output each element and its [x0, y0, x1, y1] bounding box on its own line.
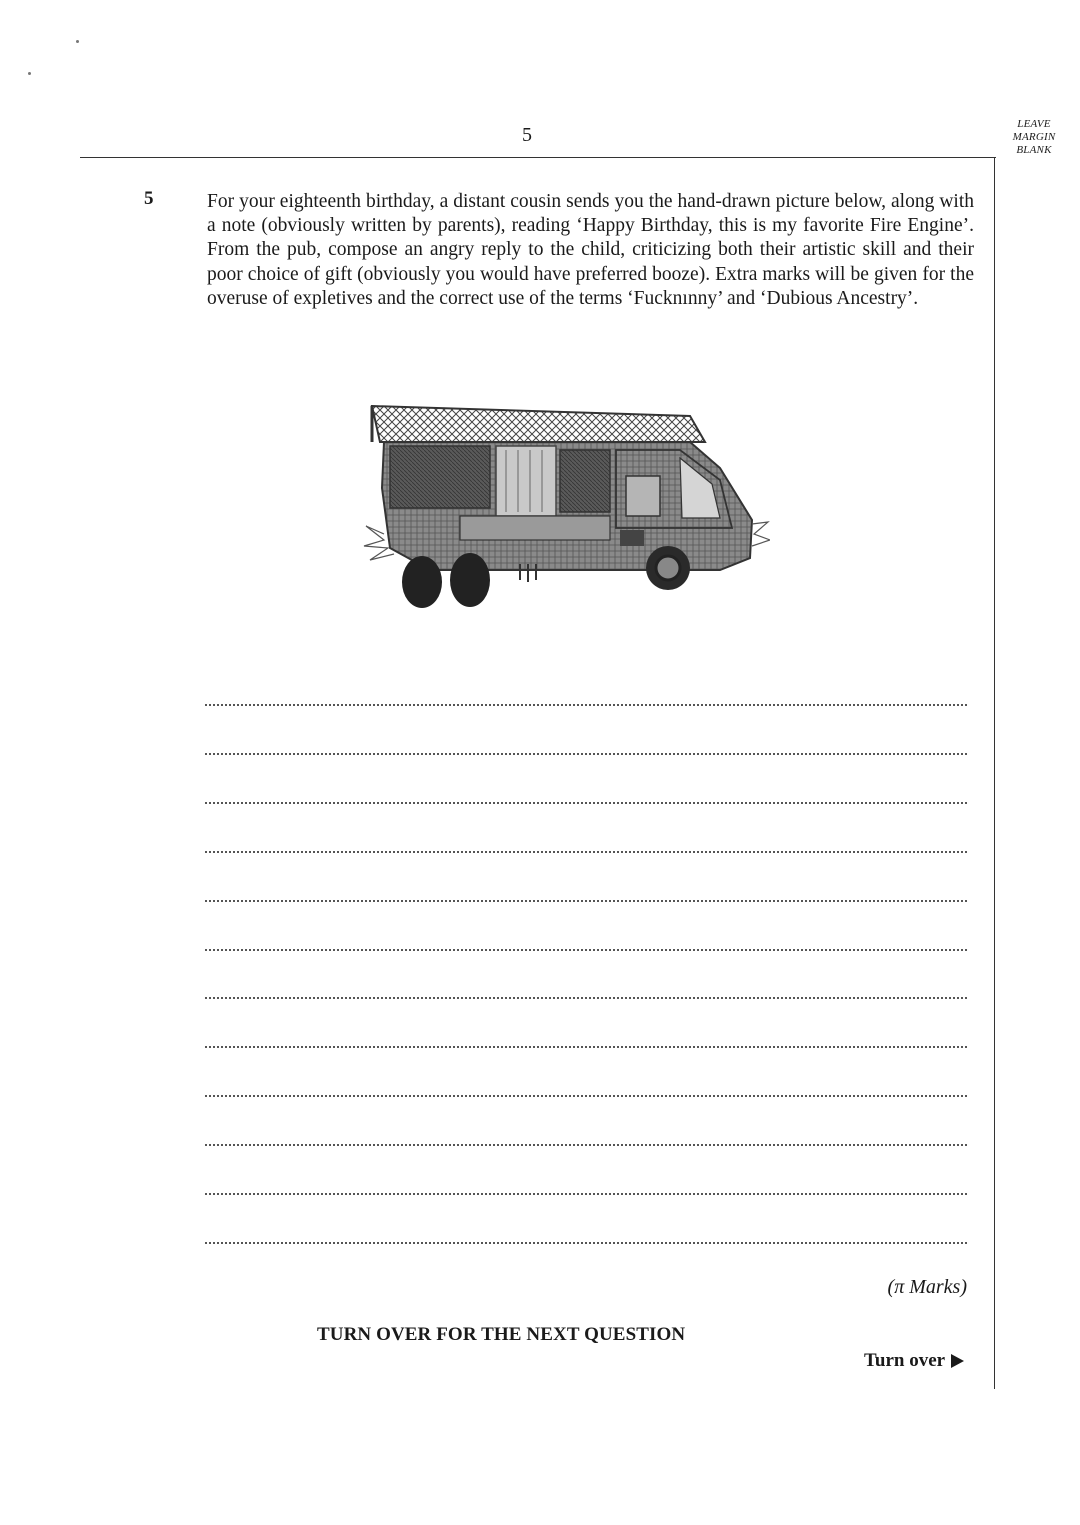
- answer-line[interactable]: [205, 802, 967, 804]
- turn-over-link[interactable]: [864, 1350, 964, 1372]
- answer-line[interactable]: [205, 997, 967, 999]
- question-text: For your eighteenth birthday, a distant cousin sends you the hand-drawn picture below, along with a note (obviously written by parents), reading ‘Happy Birthday, this is my favorite Fire Engine’. From the pub, compose an angry reply to the child, criticizing both their artistic skill and their poor choice of gift (obviously you would have preferred booze). Extra marks will be given for the overuse of expletives and the correct use of the terms ‘Fucknınny’ and ‘Dubious Ancestry’.: [207, 191, 974, 309]
- margin-note-line: LEAVE: [1017, 118, 1051, 130]
- answer-line[interactable]: [205, 753, 967, 755]
- scan-speck: [28, 72, 31, 75]
- answer-line[interactable]: [205, 1046, 967, 1048]
- answer-line[interactable]: [205, 900, 967, 902]
- answer-line[interactable]: [205, 1144, 967, 1146]
- fire-engine-drawing: [360, 398, 770, 618]
- scan-speck: [76, 40, 79, 43]
- margin-note: [1004, 118, 1064, 157]
- question-number: 5: [144, 188, 154, 209]
- margin-note-line: MARGIN: [1012, 131, 1056, 143]
- answer-line[interactable]: [205, 851, 967, 853]
- answer-line[interactable]: [205, 1193, 967, 1195]
- marks-allocation: (π Marks): [887, 1276, 967, 1298]
- margin-note-line: BLANK: [1016, 144, 1052, 156]
- answer-line[interactable]: [205, 1095, 967, 1097]
- page-number: 5: [522, 124, 532, 146]
- next-question-notice: TURN OVER FOR THE NEXT QUESTION: [317, 1324, 686, 1345]
- answer-line[interactable]: [205, 949, 967, 951]
- margin-rule: [994, 157, 995, 1389]
- play-arrow-icon: [951, 1354, 964, 1368]
- turn-over-label: Turn over: [864, 1350, 946, 1371]
- header-rule: [80, 157, 996, 158]
- answer-line[interactable]: [205, 704, 967, 706]
- answer-line[interactable]: [205, 1242, 967, 1244]
